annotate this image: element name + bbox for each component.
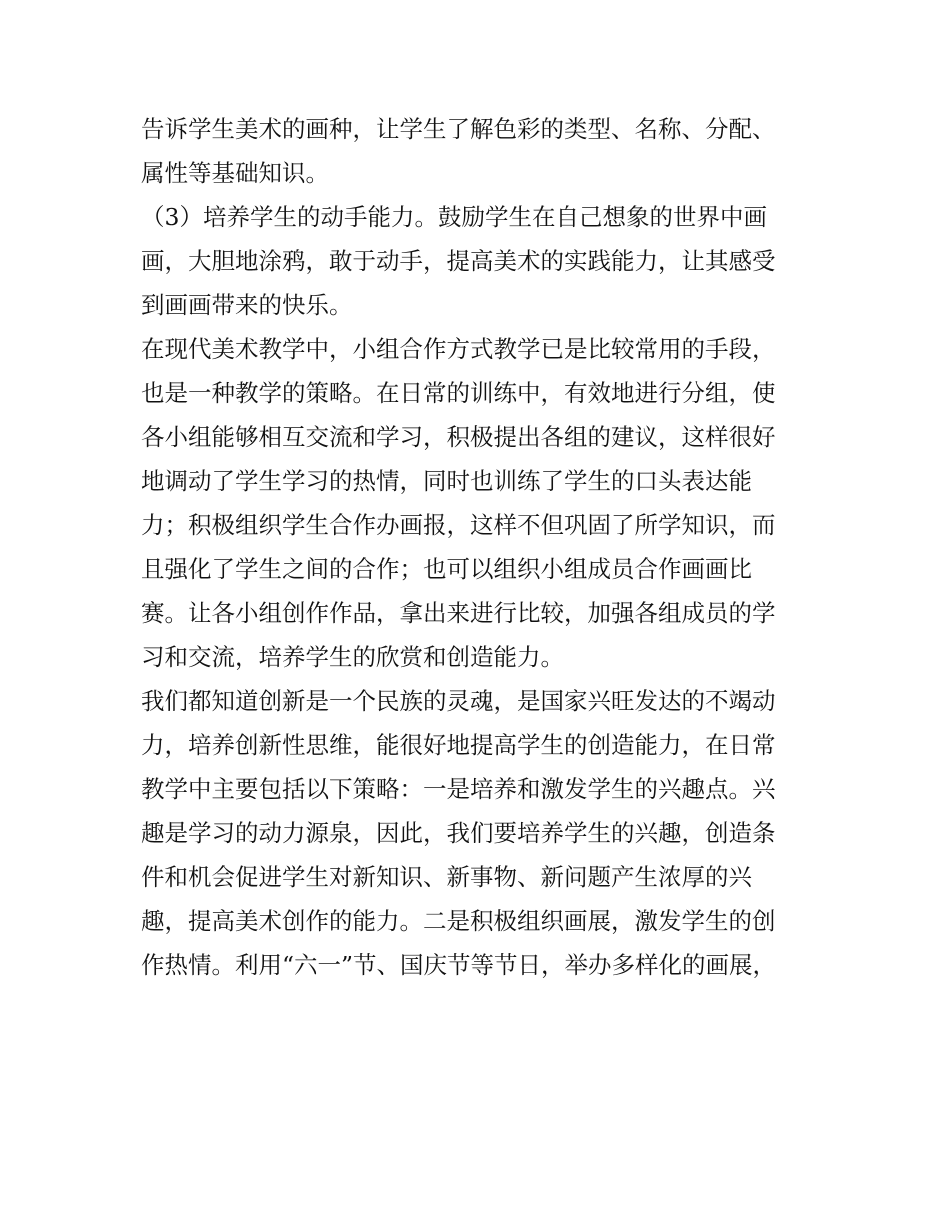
text-line: 件和机会促进学生对新知识、新事物、新问题产生浓厚的兴 bbox=[141, 863, 752, 891]
text-line: 力；积极组织学生合作办画报，这样不但巩固了所学知识，而 bbox=[141, 511, 776, 539]
text-line: 地调动了学生学习的热情，同时也训练了学生的口头表达能 bbox=[141, 467, 752, 495]
text-line: 赛。让各小组创作作品，拿出来进行比较，加强各组成员的学 bbox=[141, 599, 776, 627]
text-line: 且强化了学生之间的合作；也可以组织小组成员合作画画比 bbox=[141, 555, 752, 583]
text-line: 力，培养创新性思维，能很好地提高学生的创造能力，在日常 bbox=[141, 731, 776, 759]
text-line: 作热情。利用“六一”节、国庆节等节日，举办多样化的画展， bbox=[141, 951, 777, 979]
text-line: 属性等基础知识。 bbox=[141, 159, 329, 187]
text-line: 各小组能够相互交流和学习，积极提出各组的建议，这样很好 bbox=[141, 423, 776, 451]
text-line: 教学中主要包括以下策略：一是培养和激发学生的兴趣点。兴 bbox=[141, 775, 776, 803]
text-line: 在现代美术教学中，小组合作方式教学已是比较常用的手段， bbox=[141, 335, 776, 363]
text-line: 习和交流，培养学生的欣赏和创造能力。 bbox=[141, 643, 564, 671]
text-line: 到画画带来的快乐。 bbox=[141, 291, 353, 319]
text-line: 趣，提高美术创作的能力。二是积极组织画展，激发学生的创 bbox=[141, 907, 776, 935]
text-line: 画，大胆地涂鸦，敢于动手，提高美术的实践能力，让其感受 bbox=[141, 247, 776, 275]
document-body bbox=[141, 107, 821, 987]
text-line: 趣是学习的动力源泉，因此，我们要培养学生的兴趣，创造条 bbox=[141, 819, 776, 847]
text-line: 也是一种教学的策略。在日常的训练中，有效地进行分组，使 bbox=[141, 379, 776, 407]
text-line: （3）培养学生的动手能力。鼓励学生在自己想象的世界中画 bbox=[141, 203, 767, 231]
text-line: 我们都知道创新是一个民族的灵魂，是国家兴旺发达的不竭动 bbox=[141, 687, 776, 715]
text-line: 告诉学生美术的画种，让学生了解色彩的类型、名称、分配、 bbox=[141, 115, 776, 143]
